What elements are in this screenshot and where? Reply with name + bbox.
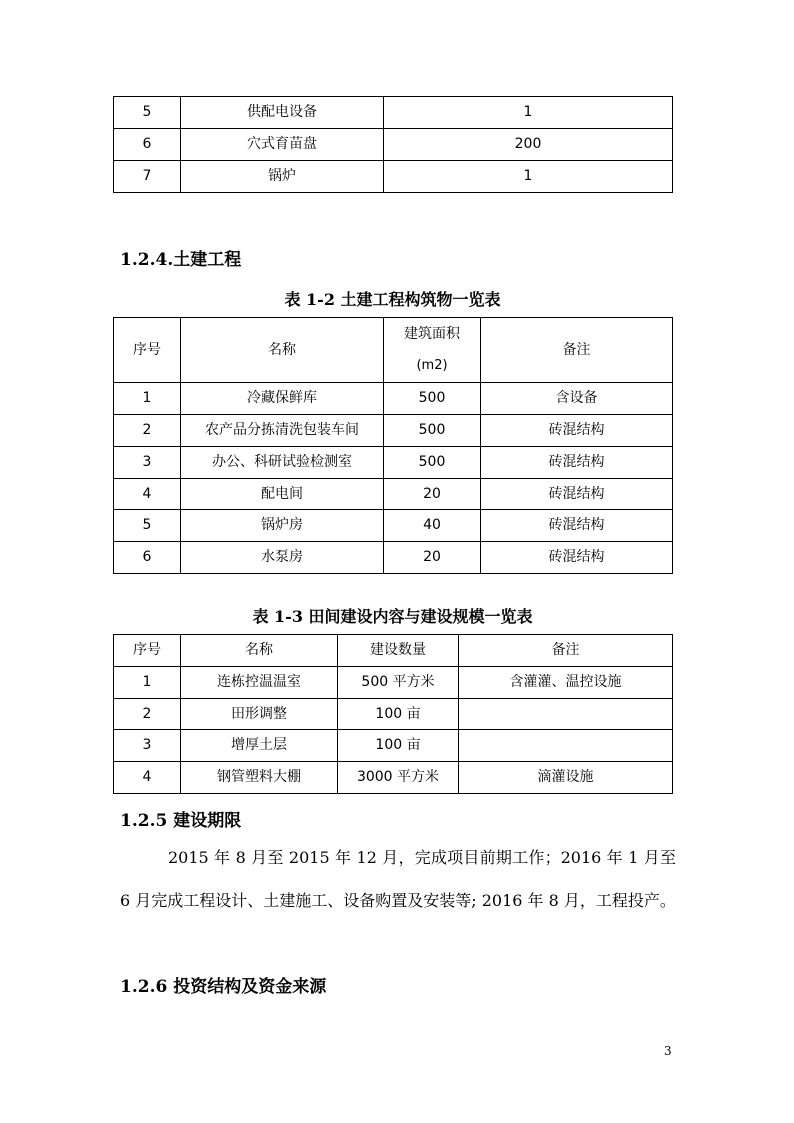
table-cell: 办公、科研试验检测室 [181,447,384,479]
table-cell: 500 平方米 [338,667,459,699]
column-header-line: 建筑面积 [404,326,460,342]
table-cell: 500 [384,447,481,479]
table-cell: 2 [114,415,181,447]
table-cell: 200 [384,129,673,161]
table-cell: 配电间 [181,479,384,510]
table-cell: 5 [114,97,181,129]
column-header: 备注 [481,318,673,383]
civil-works-table [113,317,673,574]
table-cell: 1 [384,97,673,129]
table-cell: 500 [384,383,481,415]
table-cell: 6 [114,542,181,574]
table-cell: 500 [384,415,481,447]
table-1-2-caption: 表 1-2 土建工程构筑物一览表 [284,290,501,309]
table-cell: 20 [384,479,481,510]
table-row [114,383,673,415]
equipment-table-continued [113,96,673,193]
table-cell: 田形调整 [181,699,338,730]
table-cell: 5 [114,510,181,542]
table-row [114,730,673,762]
page-number: 3 [664,1044,672,1058]
table-row [114,510,673,542]
table-row [114,699,673,730]
table-cell: 砖混结构 [481,479,673,510]
table-cell: 20 [384,542,481,574]
table-cell: 钢管塑料大棚 [181,762,338,794]
table-row [114,161,673,193]
table-cell: 砖混结构 [481,447,673,479]
section-heading-1-2-5: 1.2.5 建设期限 [120,811,242,831]
column-header: 序号 [114,635,181,667]
section-heading-1-2-4: 1.2.4.土建工程 [120,250,242,270]
table-row [114,667,673,699]
column-header: 名称 [181,318,384,383]
table-row [114,97,673,129]
table-header-row [114,635,673,667]
table-row [114,129,673,161]
table-cell: 砖混结构 [481,510,673,542]
table-header-row [114,318,673,383]
table-cell: 供配电设备 [181,97,384,129]
table-cell: 3000 平方米 [338,762,459,794]
table-cell: 含设备 [481,383,673,415]
table-cell: 40 [384,510,481,542]
column-header-unit: (m2) [416,358,448,373]
column-header [384,318,481,383]
table-cell: 锅炉房 [181,510,384,542]
table-cell: 水泵房 [181,542,384,574]
table-cell: 100 亩 [338,730,459,762]
table-cell: 1 [114,667,181,699]
section-heading-1-2-6: 1.2.6 投资结构及资金来源 [120,977,327,997]
table-cell: 含灌灌、温控设施 [459,667,673,699]
table-cell: 砖混结构 [481,542,673,574]
table-row [114,447,673,479]
table-cell: 穴式育苗盘 [181,129,384,161]
table-row [114,415,673,447]
table-row [114,479,673,510]
table-cell: 4 [114,479,181,510]
table-cell [459,699,673,730]
table-row [114,542,673,574]
table-cell: 农产品分拣清洗包装车间 [181,415,384,447]
table-cell: 2 [114,699,181,730]
table-cell: 增厚土层 [181,730,338,762]
column-header: 名称 [181,635,338,667]
column-header: 序号 [114,318,181,383]
table-cell: 3 [114,730,181,762]
table-cell: 滴灌设施 [459,762,673,794]
table-cell: 7 [114,161,181,193]
column-header: 备注 [459,635,673,667]
table-cell: 连栋控温温室 [181,667,338,699]
table-cell: 4 [114,762,181,794]
table-cell: 3 [114,447,181,479]
column-header: 建设数量 [338,635,459,667]
table-cell: 1 [384,161,673,193]
field-construction-table [113,634,673,794]
construction-period-paragraph: 2015 年 8 月至 2015 年 12 月，完成项目前期工作；2016 年 1 月至 6 月完成工程设计、土建施工、设备购置及安装等; 2016 年 8 月，工程投产。 [120,848,676,910]
table-cell: 1 [114,383,181,415]
table-cell: 6 [114,129,181,161]
table-cell: 冷藏保鲜库 [181,383,384,415]
table-cell: 100 亩 [338,699,459,730]
table-cell: 锅炉 [181,161,384,193]
table-1-3-caption: 表 1-3 田间建设内容与建设规模一览表 [252,607,533,626]
table-row [114,762,673,794]
table-cell: 砖混结构 [481,415,673,447]
table-cell [459,730,673,762]
